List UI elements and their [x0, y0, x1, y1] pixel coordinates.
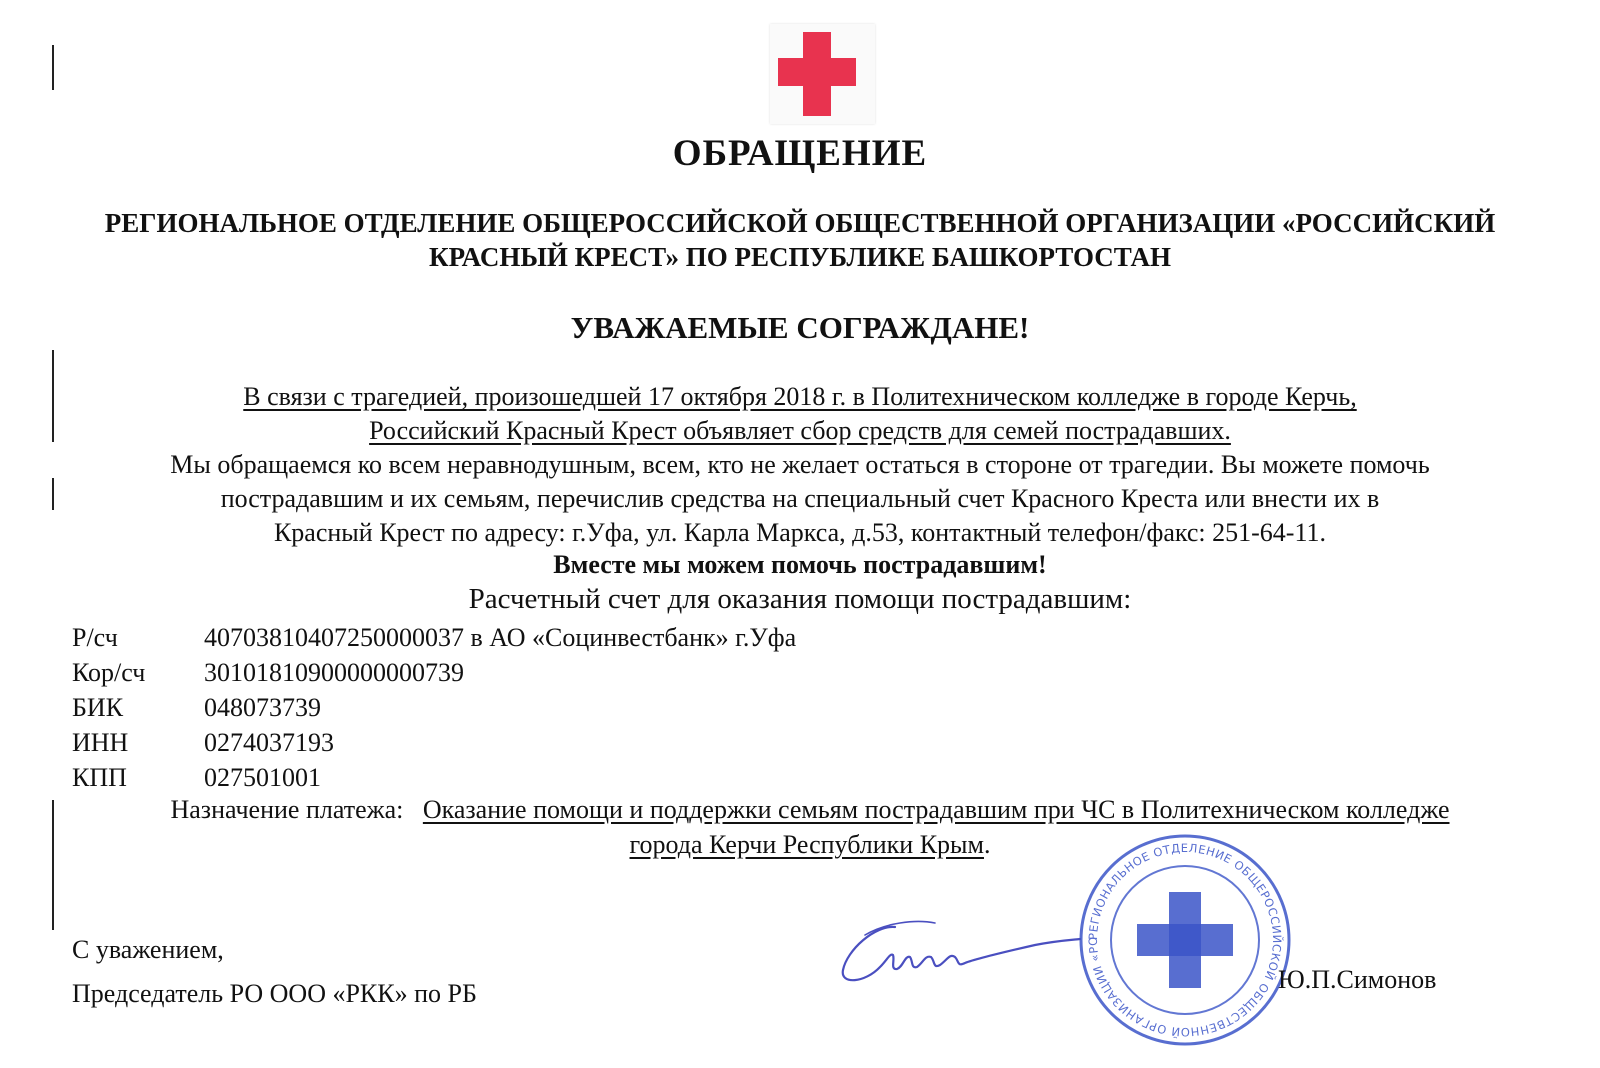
scan-margin-mark — [52, 800, 54, 930]
lead-line: Российский Красный Крест объявляет сбор средств для семей пострадавших. — [369, 416, 1231, 445]
red-cross-logo — [770, 24, 875, 124]
bank-detail-row — [72, 725, 796, 760]
closing-block — [72, 928, 477, 1016]
bank-details — [72, 620, 796, 795]
payment-purpose-value: Оказание помощи и поддержки семьям пострадавшим при ЧС в Политехническом колледже — [422, 795, 1450, 824]
signer-name: Ю.П.Симонов — [1278, 965, 1437, 994]
bank-detail-label: КПП — [72, 763, 127, 792]
bank-detail-label: Кор/сч — [72, 658, 146, 687]
scan-margin-mark — [52, 478, 54, 510]
body-line: Красный Крест по адресу: г.Уфа, ул. Карла Маркса, д.53, контактный телефон/факс: 251-64-11. — [273, 518, 1327, 547]
payment-purpose-line — [60, 792, 1560, 827]
payment-purpose-label: Назначение платежа: — [170, 795, 404, 824]
signer-position: Председатель РО ООО «РКК» по РБ — [72, 979, 477, 1008]
lead-line: В связи с трагедией, произошедшей 17 октября 2018 г. в Политехническом колледже в городе Керчь, — [243, 382, 1357, 411]
handwritten-signature — [835, 905, 1085, 1000]
payment-purpose-line: города Керчи Республики Крым. — [629, 830, 991, 859]
greeting: УВАЖАЕМЫЕ СОГРАЖДАНЕ! — [570, 310, 1030, 345]
closing-regards: С уважением, — [72, 935, 224, 964]
body-line: Мы обращаемся ко всем неравнодушным, всем, кто не желает остаться в стороне от трагедии. Вы можете помочь — [170, 450, 1430, 479]
organization-name-line: КРАСНЫЙ КРЕСТ» ПО РЕСПУБЛИКЕ БАШКОРТОСТАН — [429, 242, 1171, 272]
organization-name-line: РЕГИОНАЛЬНОЕ ОТДЕЛЕНИЕ ОБЩЕРОССИЙСКОЙ ОБЩЕСТВЕННОЙ ОРГАНИЗАЦИИ «РОССИЙСКИЙ — [104, 208, 1496, 238]
bank-detail-row — [72, 620, 796, 655]
payment-purpose-value: города Керчи Республики Крым — [629, 830, 984, 859]
organization-name — [60, 206, 1540, 274]
bank-detail-label: Р/сч — [72, 623, 118, 652]
bank-detail-label: ИНН — [72, 728, 129, 757]
document-title: ОБРАЩЕНИЕ — [672, 133, 928, 174]
account-heading: Расчетный счет для оказания помощи пострадавшим: — [468, 583, 1132, 615]
bank-detail-row — [72, 690, 796, 725]
call-to-action: Вместе мы можем помочь пострадавшим! — [553, 550, 1047, 579]
scan-margin-mark — [52, 45, 54, 90]
bank-detail-value: 0274037193 — [204, 728, 334, 757]
bank-detail-label: БИК — [72, 693, 124, 722]
body-paragraph — [70, 448, 1530, 550]
lead-paragraph — [0, 380, 1600, 448]
body-line: пострадавшим и их семьям, перечислив средства на специальный счет Красного Креста или внести их в — [220, 484, 1380, 513]
payment-purpose — [60, 792, 1560, 862]
bank-detail-value: 027501001 — [204, 763, 321, 792]
organization-stamp — [1075, 830, 1295, 1055]
stamp-text: РЕГИОНАЛЬНОЕ ОТДЕЛЕНИЕ ОБЩЕРОССИЙСКОЙ ОБЩЕСТВЕННОЙ ОРГАНИЗАЦИИ «РО — [1085, 840, 1285, 1040]
bank-detail-value: 048073739 — [204, 693, 321, 722]
bank-detail-row — [72, 655, 796, 690]
bank-detail-row — [72, 760, 796, 795]
bank-detail-value: 40703810407250000037 в АО «Социнвестбанк» г.Уфа — [204, 623, 797, 652]
bank-detail-value: 30101810900000000739 — [204, 658, 464, 687]
